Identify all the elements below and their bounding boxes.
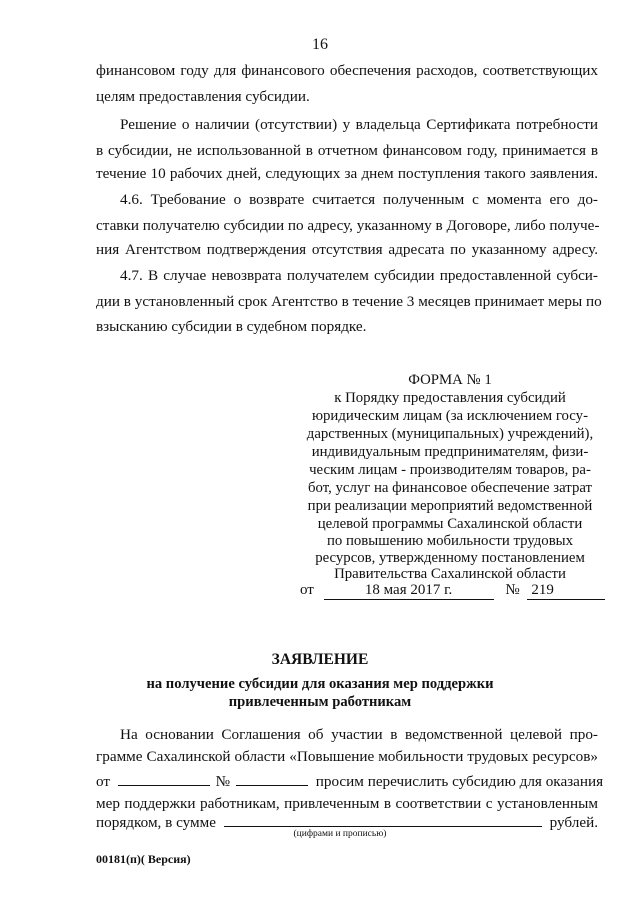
currency-label: рублей. [549, 814, 598, 831]
paragraph-line: 4.6. Требование о возврате считается полученным с момента его до- [120, 191, 598, 208]
form-number: 219 [527, 582, 605, 600]
application-text-line: На основании Соглашения об участии в ведомственной целевой про- [120, 726, 598, 743]
from-label: от [300, 582, 314, 598]
paragraph-line: ставки получателю субсидии по адресу, указанному в Договоре, либо получе- [96, 217, 600, 234]
form-title: ФОРМА № 1 [408, 372, 492, 388]
amount-hint: (цифрами и прописью) [293, 829, 387, 839]
form-header-line: бот, услуг на финансовое обеспечение затрат [308, 480, 592, 496]
paragraph-line: ния Агентством подтверждения отсутствия адресата по указанному адресу. [96, 241, 598, 258]
from-label: от [96, 773, 111, 790]
application-title: ЗАЯВЛЕНИЕ [271, 651, 369, 668]
paragraph-line: дии в установленный срок Агентство в течение 3 месяцев принимает меры по [96, 293, 602, 310]
number-label: № [215, 773, 231, 790]
application-subtitle: привлеченным работникам [228, 694, 412, 710]
amount-label: порядком, в сумме [96, 814, 217, 831]
paragraph-line: целям предоставления субсидии. [96, 88, 310, 105]
application-text-line: мер поддержки работникам, привлеченным в соответствии с установленным [96, 795, 598, 812]
form-header-line: при реализации мероприятий ведомственной [307, 498, 593, 514]
agreement-date-blank[interactable] [118, 771, 210, 786]
agreement-number-blank[interactable] [236, 771, 308, 786]
application-subtitle: на получение субсидии для оказания мер поддержки [146, 676, 494, 692]
form-header-line: ресурсов, утвержденному постановлением [315, 550, 585, 566]
application-text-line: грамме Сахалинской области «Повышение мобильности трудовых ресурсов» [96, 748, 598, 765]
form-header-line: Правительства Сахалинской области [334, 566, 566, 582]
paragraph-line: 4.7. В случае невозврата получателем субсидии предоставленной субси- [120, 267, 598, 284]
page-number: 16 [312, 36, 328, 53]
paragraph-line: финансовом году для финансового обеспечения расходов, соответствующих [96, 62, 598, 79]
paragraph-line: взысканию субсидии в судебном порядке. [96, 318, 367, 335]
form-header-line: индивидуальным предпринимателям, физи- [311, 444, 589, 460]
form-header-line: юридическим лицам (за исключением госу- [311, 408, 589, 424]
form-header-line: ческим лицам - производителям товаров, ра- [309, 462, 591, 478]
form-header-line: по повышению мобильности трудовых [326, 533, 574, 549]
footer-code: 00181(п)( Версия) [96, 852, 191, 866]
number-label: № [505, 582, 520, 598]
form-header-line: к Порядку предоставления субсидий [334, 390, 566, 406]
form-header-line: целевой программы Сахалинской области [317, 516, 583, 532]
amount-blank[interactable] [224, 812, 542, 827]
form-date-line [300, 582, 600, 600]
application-text: просим перечислить субсидию для оказания [315, 773, 604, 790]
application-text-line [96, 771, 604, 791]
paragraph-line: в субсидии, не использованной в отчетном финансовом году, принимается в [96, 142, 598, 159]
form-date: 18 мая 2017 г. [324, 582, 494, 600]
paragraph-line: течение 10 рабочих дней, следующих за днем поступления такого заявления. [96, 165, 598, 182]
paragraph-line: Решение о наличии (отсутствии) у владельца Сертификата потребности [120, 116, 598, 133]
form-header-line: дарственных (муниципальных) учреждений), [306, 426, 594, 442]
